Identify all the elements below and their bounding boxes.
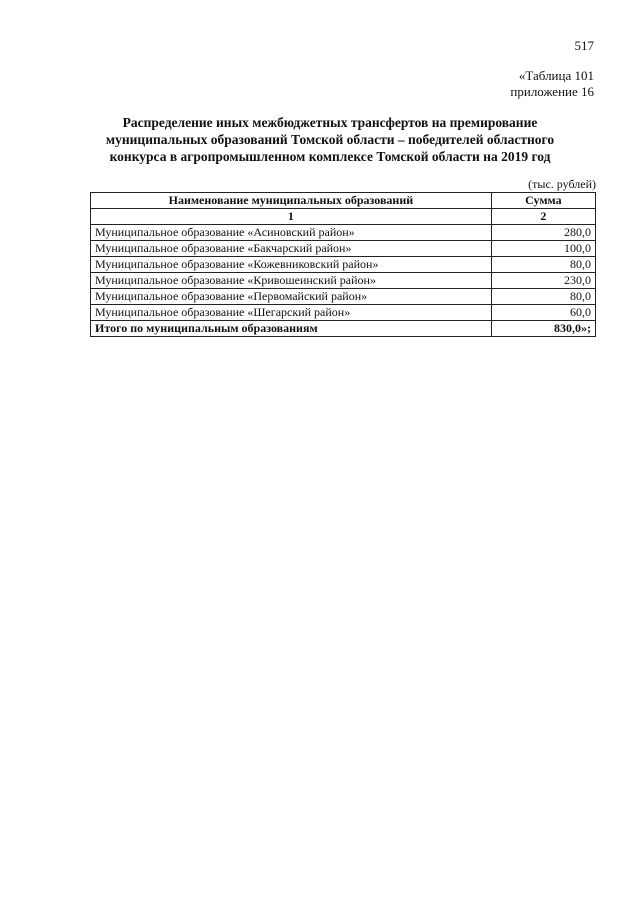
total-sum: 830,0»; [491, 321, 595, 337]
table-reference [510, 68, 594, 100]
row-sum: 80,0 [491, 289, 595, 305]
column-number-2: 2 [491, 209, 595, 225]
table-reference-line-2: приложение 16 [510, 84, 594, 99]
title-line-1: Распределение иных межбюджетных трансфертов на премирование [122, 115, 538, 130]
row-sum: 230,0 [491, 273, 595, 289]
table-reference-line-1: «Таблица 101 [518, 68, 594, 83]
table-row [91, 305, 596, 321]
row-name: Муниципальное образование «Шегарский район» [91, 305, 492, 321]
row-sum: 280,0 [491, 225, 595, 241]
table-header-row [91, 193, 596, 209]
header-sum: Сумма [491, 193, 595, 209]
page-number: 517 [574, 38, 594, 53]
row-name: Муниципальное образование «Кривошеинский район» [91, 273, 492, 289]
units-label: (тыс. рублей) [528, 177, 596, 191]
row-name: Муниципальное образование «Бакчарский район» [91, 241, 492, 257]
row-sum: 100,0 [491, 241, 595, 257]
header-name: Наименование муниципальных образований [91, 193, 492, 209]
table-row [91, 289, 596, 305]
table-row [91, 273, 596, 289]
title-line-3: конкурса в агропромышленном комплексе Томской области на 2019 год [109, 149, 551, 164]
row-name: Муниципальное образование «Асиновский район» [91, 225, 492, 241]
table-row [91, 257, 596, 273]
document-title [60, 114, 600, 165]
row-name: Муниципальное образование «Кожевниковский район» [91, 257, 492, 273]
column-number-1: 1 [91, 209, 492, 225]
row-sum: 60,0 [491, 305, 595, 321]
row-name: Муниципальное образование «Первомайский район» [91, 289, 492, 305]
column-number-row [91, 209, 596, 225]
row-sum: 80,0 [491, 257, 595, 273]
table-row [91, 225, 596, 241]
total-name: Итого по муниципальным образованиям [91, 321, 492, 337]
title-line-2: муниципальных образований Томской области – победителей областного [105, 132, 555, 147]
total-row [91, 321, 596, 337]
table-row [91, 241, 596, 257]
transfers-table [90, 192, 596, 337]
